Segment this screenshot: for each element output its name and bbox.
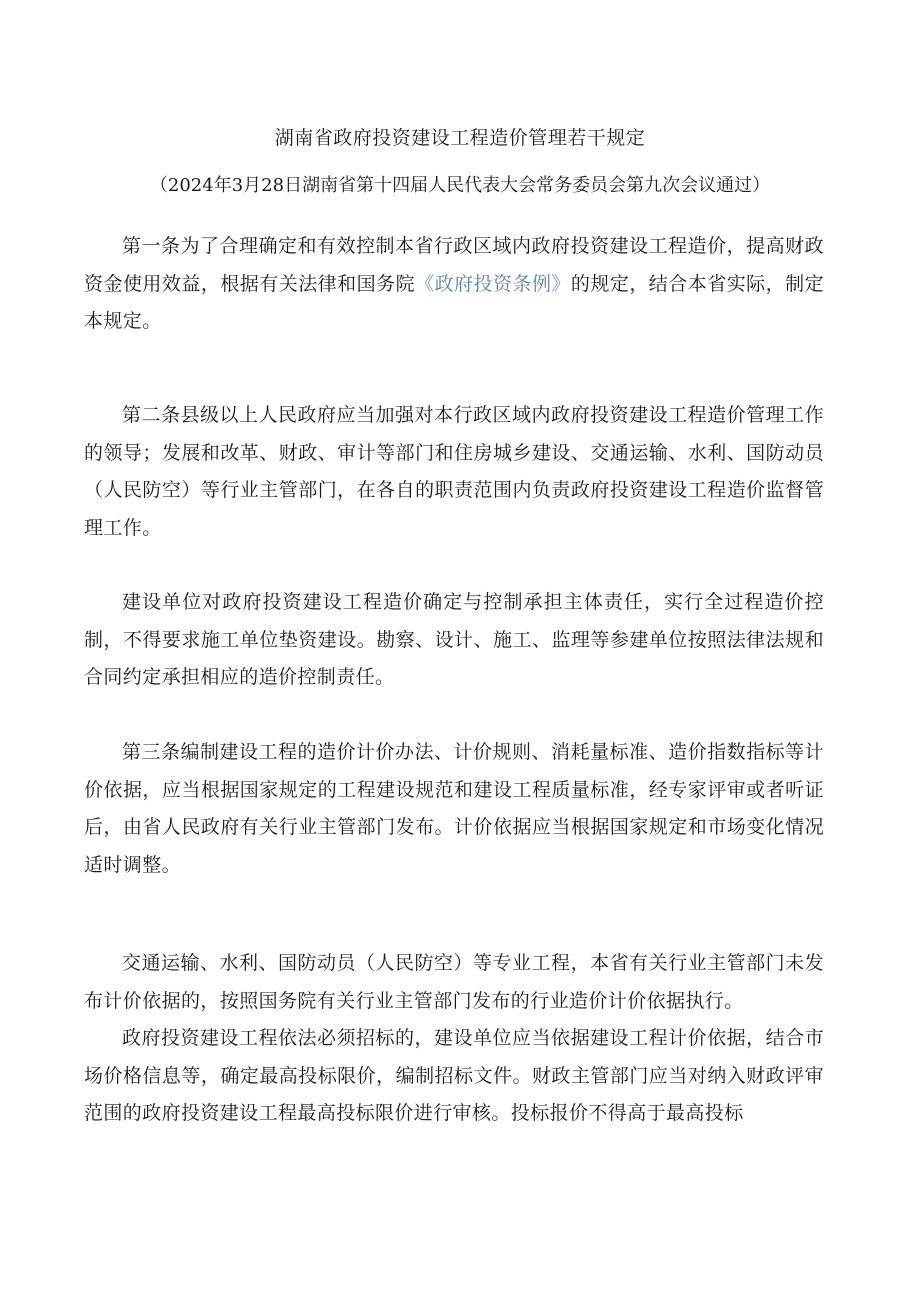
- article-3-second-paragraph: 交通运输、水利、国防动员（人民防空）等专业工程，本省有关行业主管部门未发布计价依据的，按照国务院有关行业主管部门发布的行业造价计价依据执行。: [84, 952, 824, 1012]
- document-subtitle: （2024年3月28日湖南省第十四届人民代表大会常务委员会第九次会议通过）: [149, 175, 771, 196]
- article-2-second-paragraph: 建设单位对政府投资建设工程造价确定与控制承担主体责任，实行全过程造价控制，不得要求施工单位垫资建设。勘察、设计、施工、监理等参建单位按照法律法规和合同约定承担相应的造价控制责任。: [84, 591, 824, 688]
- regulation-link[interactable]: 《政府投资条例》: [415, 272, 571, 295]
- article-1-paragraph: [84, 228, 824, 341]
- article-1-text-before-link: 第一条为了合理确定和有效控制本省行政区域内政府投资建设工程造价，提高财政资金使用效益，根据有关法律和国务院: [84, 235, 824, 295]
- article-3-third-paragraph: 政府投资建设工程依法必须招标的，建设单位应当依据建设工程计价依据，结合市场价格信息等，确定最高投标限价，编制招标文件。财政主管部门应当对纳入财政评审范围的政府投资建设工程最高投标限价进行审核。投标报价不得高于最高投标: [84, 1027, 824, 1124]
- article-2-paragraph: 第二条县级以上人民政府应当加强对本行政区域内政府投资建设工程造价管理工作的领导；发展和改革、财政、审计等部门和住房城乡建设、交通运输、水利、国防动员（人民防空）等行业主管部门，在各自的职责范围内负责政府投资建设工程造价监督管理工作。: [84, 404, 824, 539]
- article-1-text-after-link: 的规定，结合本省实际，制定本规定。: [84, 272, 825, 332]
- document-title: 湖南省政府投资建设工程造价管理若干规定: [274, 127, 646, 149]
- article-3-paragraph: 第三条编制建设工程的造价计价办法、计价规则、消耗量标准、造价指数指标等计价依据，应当根据国家规定的工程建设规范和建设工程质量标准，经专家评审或者听证后，由省人民政府有关行业主管部门发布。计价依据应当根据国家规定和市场变化情况适时调整。: [84, 741, 824, 876]
